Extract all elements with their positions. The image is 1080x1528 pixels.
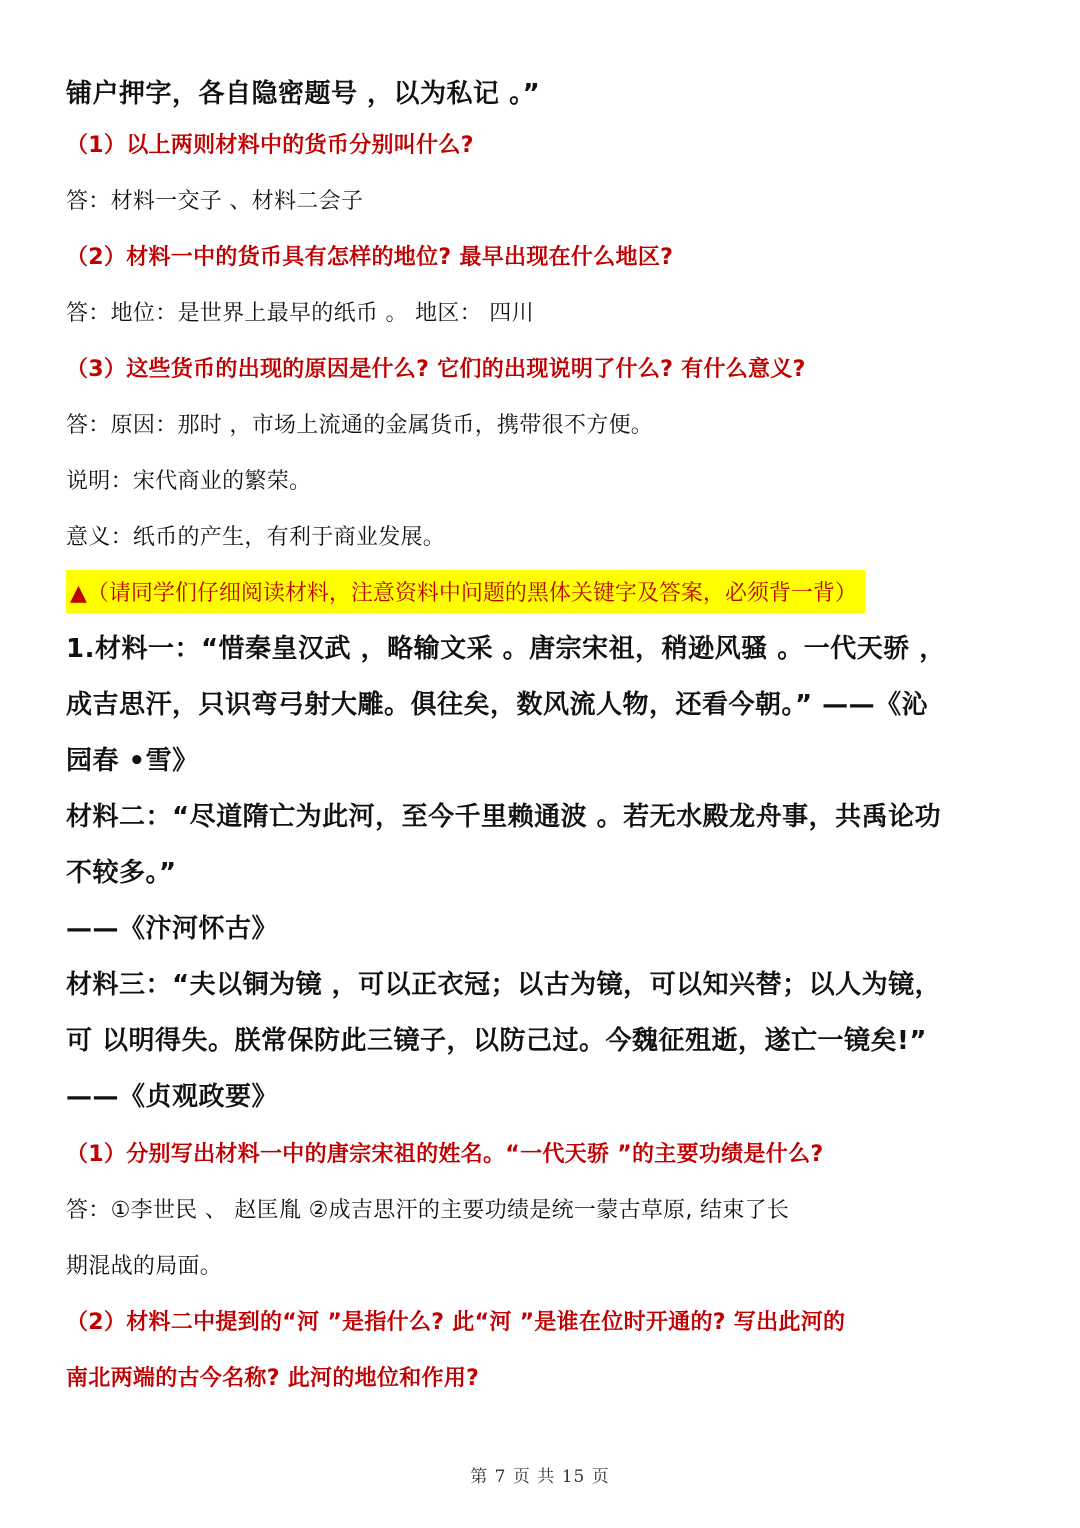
answer-line: 答：地位：是世界上最早的纸币 。 地区： 四川 xyxy=(66,301,534,326)
answer-line: 期混战的局面。 xyxy=(66,1254,223,1279)
document-page xyxy=(66,70,1026,1399)
material-source-line: ——《汴河怀古》 xyxy=(66,914,279,944)
question-line: （2）材料二中提到的“河 ”是指什么? 此“河 ”是谁在位时开通的? 写出此河的 xyxy=(66,1310,846,1335)
question-line: （1）分别写出材料一中的唐宗宋祖的姓名。“一代天骄 ”的主要功绩是什么? xyxy=(66,1142,824,1167)
material-text-line: 成吉思汗，只识弯弓射大雕。俱往矣，数风流人物，还看今朝。” ——《沁 xyxy=(66,690,929,720)
answer-line: 意义：纸币的产生，有利于商业发展。 xyxy=(66,525,446,550)
material-text-line: 铺户押字，各自隐密题号 ，以为私记 。” xyxy=(66,79,541,109)
answer-line: 说明：宋代商业的繁荣。 xyxy=(66,469,312,494)
page-number-footer: 第 7 页 共 15 页 xyxy=(470,1467,610,1487)
material-source-line: ——《贞观政要》 xyxy=(66,1082,279,1112)
material-text-line: 园春 •雪》 xyxy=(66,746,199,776)
question-line: （1）以上两则材料中的货币分别叫什么? xyxy=(66,133,474,158)
notice-text: ▲（请同学们仔细阅读材料，注意资料中问题的黑体关键字及答案，必须背一背） xyxy=(66,570,865,613)
material-text-line: 可 以明得失。朕常保防此三镜子，以防己过。今魏征殂逝，遂亡一镜矣!” xyxy=(66,1026,927,1056)
answer-line: 答：原因：那时 ，市场上流通的金属货币，携带很不方便。 xyxy=(66,413,654,438)
question-line: （3）这些货币的出现的原因是什么? 它们的出现说明了什么? 有什么意义? xyxy=(66,357,806,382)
answer-line: 答：材料一交子 、材料二会子 xyxy=(66,189,364,214)
material-text-line: 不较多。” xyxy=(66,858,177,888)
question-line: 南北两端的古今名称? 此河的地位和作用? xyxy=(66,1366,480,1391)
material-text-line: 材料二：“尽道隋亡为此河，至今千里赖通波 。若无水殿龙舟事，共禹论功 xyxy=(66,802,942,832)
question-line: （2）材料一中的货币具有怎样的地位? 最早出现在什么地区? xyxy=(66,245,674,270)
material-text-line: 材料三：“夫以铜为镜 ，可以正衣冠；以古为镜，可以知兴替；以人为镜， xyxy=(66,970,942,1000)
material-text-line: 1.材料一：“惜秦皇汉武 ，略输文采 。唐宗宋祖，稍逊风骚 。一代天骄 ， xyxy=(66,634,946,664)
notice-banner xyxy=(66,570,1026,613)
answer-line: 答：①李世民 、 赵匡胤 ②成吉思汗的主要功绩是统一蒙古草原, 结束了长 xyxy=(66,1198,790,1223)
